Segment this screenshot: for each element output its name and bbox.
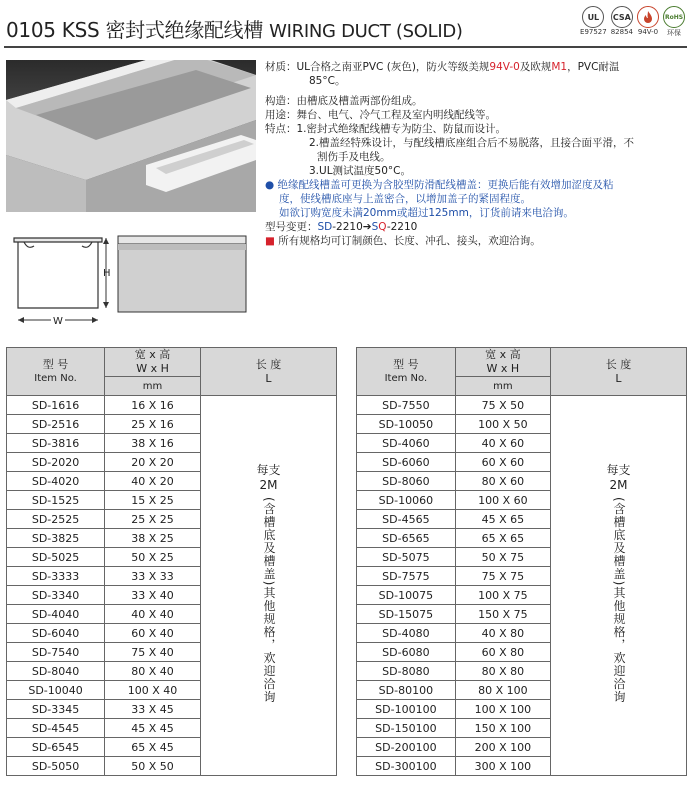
usage-line: 用途：舞台、电气、冷气工程及室内明线配线等。 (265, 109, 496, 121)
item-cell: SD-4080 (357, 624, 456, 643)
size-cell: 150 X 75 (455, 605, 550, 624)
size-cell: 65 X 65 (455, 529, 550, 548)
item-cell: SD-10075 (357, 586, 456, 605)
item-header-en: Item No. (34, 372, 77, 384)
title-divider (4, 46, 687, 48)
material-tail: ，PVC耐温 (567, 61, 620, 73)
length-value: 2M (609, 478, 628, 493)
size-cell: 80 X 100 (455, 681, 550, 700)
length-per-piece: 每支 (606, 463, 631, 478)
feature-2: 2.槽盖经特殊设计，与配线槽底座组合后不易脱落，且接合面平滑，不 (309, 137, 635, 149)
item-cell: SD-6080 (357, 643, 456, 662)
length-cell (550, 396, 686, 776)
ul-icon: UL (582, 6, 604, 28)
size-unit: mm (105, 377, 201, 396)
height-label: H (103, 268, 111, 279)
custom-line (265, 234, 685, 248)
model-arrow: -2210➔ (332, 221, 372, 233)
ul-code: E97527 (580, 28, 607, 36)
structure-line: 构造：由槽底及槽盖两部份组成。 (265, 95, 423, 107)
item-cell: SD-8060 (357, 472, 456, 491)
item-cell: SD-7550 (357, 396, 456, 415)
length-value: 2M (259, 478, 278, 493)
new-prefix-q: Q (378, 221, 387, 233)
size-cell: 200 X 100 (455, 738, 550, 757)
item-cell: SD-4565 (357, 510, 456, 529)
certification-marks (580, 6, 685, 38)
item-cell: SD-3816 (7, 434, 105, 453)
size-cell: 38 X 25 (105, 529, 201, 548)
length-note-vertical: (含槽底及槽盖)其他规格，欢迎洽询 (261, 497, 276, 704)
size-cell: 15 X 25 (105, 491, 201, 510)
item-cell: SD-2516 (7, 415, 105, 434)
size-header (105, 348, 201, 377)
item-header-cn: 型 号 (393, 357, 419, 371)
size-header-en: W x H (486, 362, 520, 375)
size-cell: 45 X 45 (105, 719, 201, 738)
model-tail: -2210 (386, 221, 418, 233)
custom-text: 所有规格均可订制颜色、长度、冲孔、接头，欢迎洽询。 (278, 235, 541, 247)
item-cell: SD-200100 (357, 738, 456, 757)
size-cell: 40 X 60 (455, 434, 550, 453)
size-cell: 38 X 16 (105, 434, 201, 453)
size-header (455, 348, 550, 377)
item-cell: SD-6545 (7, 738, 105, 757)
size-header-cn: 宽 x 高 (485, 348, 521, 361)
flame-icon (637, 6, 659, 28)
item-cell: SD-2020 (7, 453, 105, 472)
item-header (357, 348, 456, 396)
item-cell: SD-4545 (7, 719, 105, 738)
size-cell: 300 X 100 (455, 757, 550, 776)
size-cell: 75 X 50 (455, 396, 550, 415)
item-cell: SD-6060 (357, 453, 456, 472)
size-cell: 33 X 45 (105, 700, 201, 719)
product-series: KSS (61, 18, 100, 42)
size-cell: 40 X 80 (455, 624, 550, 643)
item-cell: SD-1616 (7, 396, 105, 415)
item-cell: SD-5075 (357, 548, 456, 567)
csa-code: 82854 (610, 28, 633, 36)
flame-rating: 94V-0 (489, 61, 520, 73)
item-cell: SD-300100 (357, 757, 456, 776)
size-header-cn: 宽 x 高 (134, 348, 171, 361)
new-prefix-s: S (371, 221, 379, 233)
title-chinese: 密封式绝缘配线槽 (105, 18, 264, 42)
size-cell: 150 X 100 (455, 719, 550, 738)
length-header (550, 348, 686, 396)
size-cell: 100 X 100 (455, 700, 550, 719)
feature-3: 3.UL测试温度50°C。 (309, 165, 411, 177)
order-note: 如欲订购宽度未满20mm或超过125mm，订货前请来电洽询。 (279, 207, 574, 219)
size-cell: 40 X 40 (105, 605, 201, 624)
feature-2-cont: 割伤手及电线。 (317, 151, 391, 163)
size-cell: 20 X 20 (105, 453, 201, 472)
item-cell: SD-4060 (357, 434, 456, 453)
length-header-en: L (615, 371, 622, 385)
item-cell: SD-3345 (7, 700, 105, 719)
size-cell: 33 X 33 (105, 567, 201, 586)
material-text: UL合格之南亚PVC (灰色)，防火等级美规 (296, 61, 490, 73)
item-cell: SD-5025 (7, 548, 105, 567)
size-cell: 25 X 16 (105, 415, 201, 434)
size-cell: 75 X 75 (455, 567, 550, 586)
size-cell: 45 X 65 (455, 510, 550, 529)
length-header (200, 348, 336, 396)
item-cell: SD-10060 (357, 491, 456, 510)
item-cell: SD-7575 (357, 567, 456, 586)
table-row (357, 396, 687, 415)
size-cell: 60 X 80 (455, 643, 550, 662)
page-title (6, 14, 463, 43)
item-cell: SD-8080 (357, 662, 456, 681)
size-cell: 60 X 60 (455, 453, 550, 472)
size-cell: 75 X 40 (105, 643, 201, 662)
item-header-cn: 型 号 (42, 357, 69, 371)
spec-table-right (356, 347, 687, 776)
item-cell: SD-5050 (7, 757, 105, 776)
size-cell: 100 X 75 (455, 586, 550, 605)
item-cell: SD-1525 (7, 491, 105, 510)
size-cell: 25 X 25 (105, 510, 201, 529)
product-photo (6, 60, 256, 212)
item-header (7, 348, 105, 396)
product-description (265, 60, 685, 248)
size-cell: 100 X 60 (455, 491, 550, 510)
item-cell: SD-80100 (357, 681, 456, 700)
size-cell: 50 X 25 (105, 548, 201, 567)
dimension-diagram (6, 228, 256, 328)
size-cell: 80 X 40 (105, 662, 201, 681)
rohs-code: 环保 (667, 29, 681, 37)
size-header-en: W x H (136, 362, 169, 375)
flame-cert (637, 6, 659, 36)
item-cell: SD-2525 (7, 510, 105, 529)
length-cell (200, 396, 336, 776)
flame-code: 94V-0 (637, 28, 659, 36)
length-per-piece: 每支 (256, 463, 281, 478)
table-row (7, 396, 337, 415)
size-cell: 40 X 20 (105, 472, 201, 491)
red-square-icon: ■ (265, 235, 275, 247)
item-cell: SD-4040 (7, 605, 105, 624)
size-cell: 50 X 75 (455, 548, 550, 567)
width-label: W (53, 316, 63, 327)
material-mid: 及欧规 (519, 61, 552, 73)
size-cell: 50 X 50 (105, 757, 201, 776)
rohs-cert (663, 6, 685, 38)
product-code: 0105 (6, 18, 56, 42)
length-header-cn: 长 度 (605, 357, 632, 371)
item-cell: SD-3825 (7, 529, 105, 548)
item-cell: SD-100100 (357, 700, 456, 719)
cover-note-cont: 度，使线槽底座与上盖密合，以增加盖子的紧固程度。 (279, 193, 531, 205)
model-change-label: 型号变更： (265, 221, 318, 233)
item-cell: SD-10050 (357, 415, 456, 434)
length-note-vertical: (含槽底及槽盖)其他规格，欢迎洽询 (611, 497, 626, 704)
material-line-2: 85°C。 (309, 75, 346, 87)
length-header-en: L (265, 371, 272, 385)
csa-cert (611, 6, 633, 36)
size-unit: mm (455, 377, 550, 396)
old-prefix: SD (317, 221, 333, 233)
item-cell: SD-15075 (357, 605, 456, 624)
item-cell: SD-8040 (7, 662, 105, 681)
spec-table-left (6, 347, 337, 776)
item-cell: SD-7540 (7, 643, 105, 662)
size-cell: 100 X 50 (455, 415, 550, 434)
item-cell: SD-4020 (7, 472, 105, 491)
title-english: WIRING DUCT (SOLID) (269, 21, 463, 42)
material-label: 材质： (265, 61, 297, 73)
item-cell: SD-3333 (7, 567, 105, 586)
cover-note: ● 绝缘配线槽盖可更换为含胶型防滑配线槽盖：更换后能有效增加涩度及粘 (265, 179, 614, 191)
length-header-cn: 长 度 (255, 357, 282, 371)
item-cell: SD-6565 (357, 529, 456, 548)
item-cell: SD-10040 (7, 681, 105, 700)
item-cell: SD-6040 (7, 624, 105, 643)
ul-cert (580, 6, 607, 36)
size-cell: 80 X 60 (455, 472, 550, 491)
model-change-line (265, 220, 685, 234)
item-cell: SD-3340 (7, 586, 105, 605)
rohs-icon: RoHS (663, 6, 685, 28)
item-cell: SD-150100 (357, 719, 456, 738)
item-header-en: Item No. (384, 372, 428, 384)
eu-rating: M1 (551, 61, 568, 73)
size-cell: 65 X 45 (105, 738, 201, 757)
csa-icon: CSA (611, 6, 633, 28)
size-cell: 33 X 40 (105, 586, 201, 605)
material-line (265, 60, 685, 74)
size-cell: 100 X 40 (105, 681, 201, 700)
size-cell: 80 X 80 (455, 662, 550, 681)
feature-1: 特点：1.密封式绝缘配线槽专为防尘、防鼠而设计。 (265, 123, 507, 135)
size-cell: 60 X 40 (105, 624, 201, 643)
size-cell: 16 X 16 (105, 396, 201, 415)
